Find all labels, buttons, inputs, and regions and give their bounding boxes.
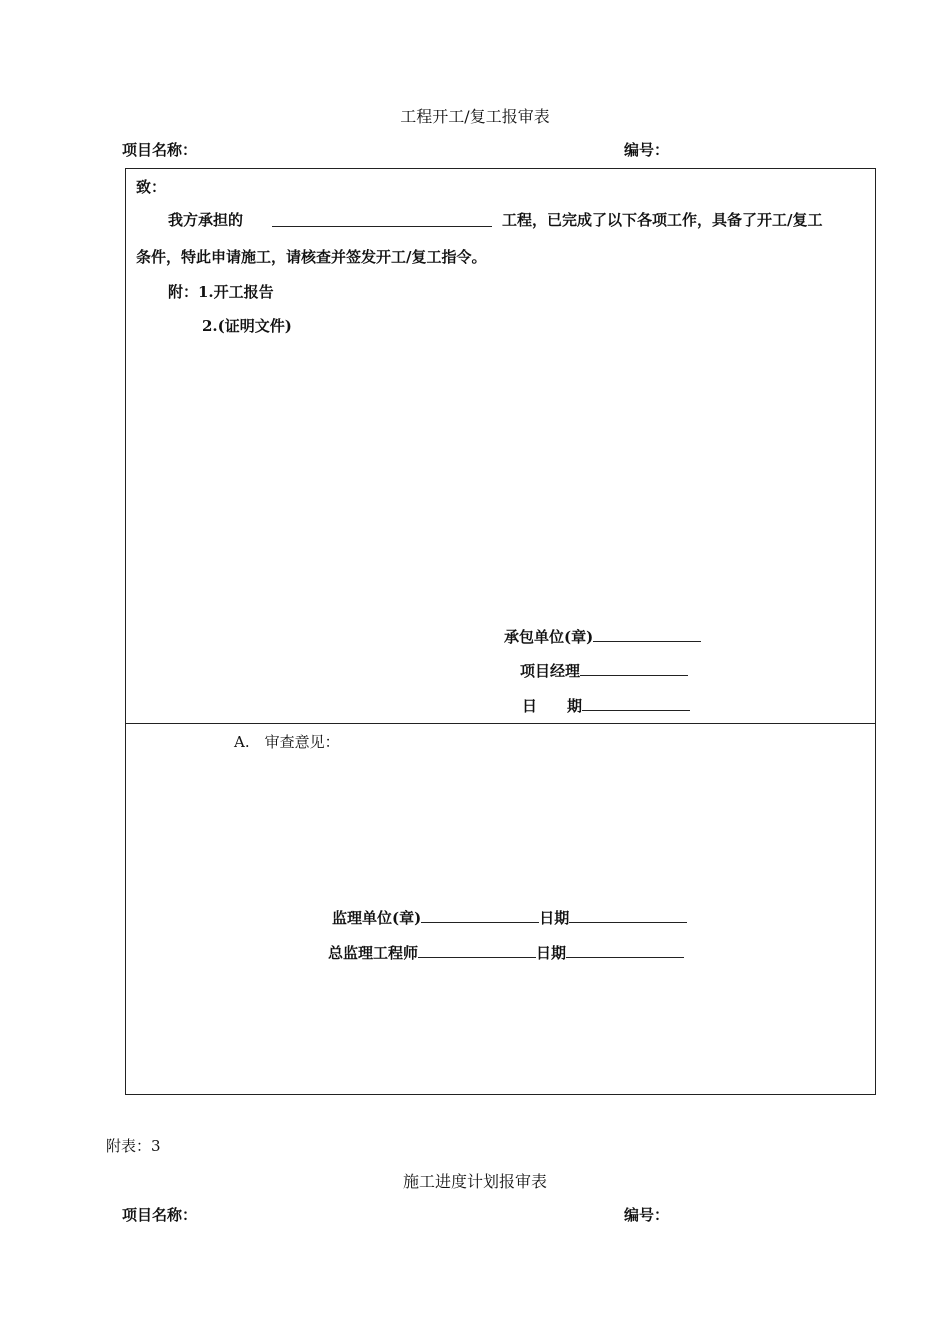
supervisor-date-label: 日期 — [539, 909, 570, 927]
form2-number-label: 编号： — [624, 1206, 670, 1224]
contractor-label: 承包单位(章) — [504, 628, 594, 646]
form1-paragraph-line2: 条件，特此申请施工，请核查并签发开工/复工指令。 — [136, 248, 487, 266]
form1-title: 工程开工/复工报审表 — [400, 107, 550, 126]
supervisor-signature-blank[interactable] — [421, 906, 539, 923]
date-blank[interactable] — [582, 694, 690, 711]
supervisor-signature-row — [332, 906, 687, 928]
chief-date-label: 日期 — [536, 944, 567, 962]
appendix-label: 附表：3 — [106, 1137, 161, 1155]
form2-title: 施工进度计划报审表 — [402, 1172, 547, 1191]
project-manager-blank[interactable] — [580, 659, 688, 676]
form1-number-label: 编号： — [624, 141, 670, 159]
supervisor-label: 监理单位(章) — [332, 909, 422, 927]
review-opinion-label: A. 审查意见： — [234, 733, 340, 751]
project-manager-label: 项目经理 — [520, 662, 581, 680]
form1-to-label: 致： — [136, 178, 167, 196]
chief-supervisor-blank[interactable] — [418, 941, 536, 958]
form1-application-section — [125, 168, 876, 724]
chief-supervisor-row — [328, 941, 684, 963]
date-signature-row — [522, 694, 690, 716]
form1-attachment-2: 2.(证明文件) — [202, 317, 292, 335]
chief-date-blank[interactable] — [566, 941, 684, 958]
form1-paragraph-mid: 工程，已完成了以下各项工作，具备了开工/复工 — [502, 211, 823, 229]
form2-project-name-label: 项目名称： — [122, 1206, 198, 1224]
project-name-blank[interactable] — [272, 210, 492, 227]
date-label: 日 期 — [522, 697, 583, 715]
contractor-signature-row — [504, 625, 701, 647]
contractor-signature-blank[interactable] — [593, 625, 701, 642]
supervisor-date-blank[interactable] — [569, 906, 687, 923]
form1-attachment-1: 附：1.开工报告 — [168, 283, 274, 301]
form1-review-section — [125, 723, 876, 1095]
chief-supervisor-label: 总监理工程师 — [328, 944, 419, 962]
form1-paragraph-start: 我方承担的 — [168, 211, 244, 229]
form1-project-name-label: 项目名称： — [122, 141, 198, 159]
manager-signature-row — [520, 659, 688, 681]
